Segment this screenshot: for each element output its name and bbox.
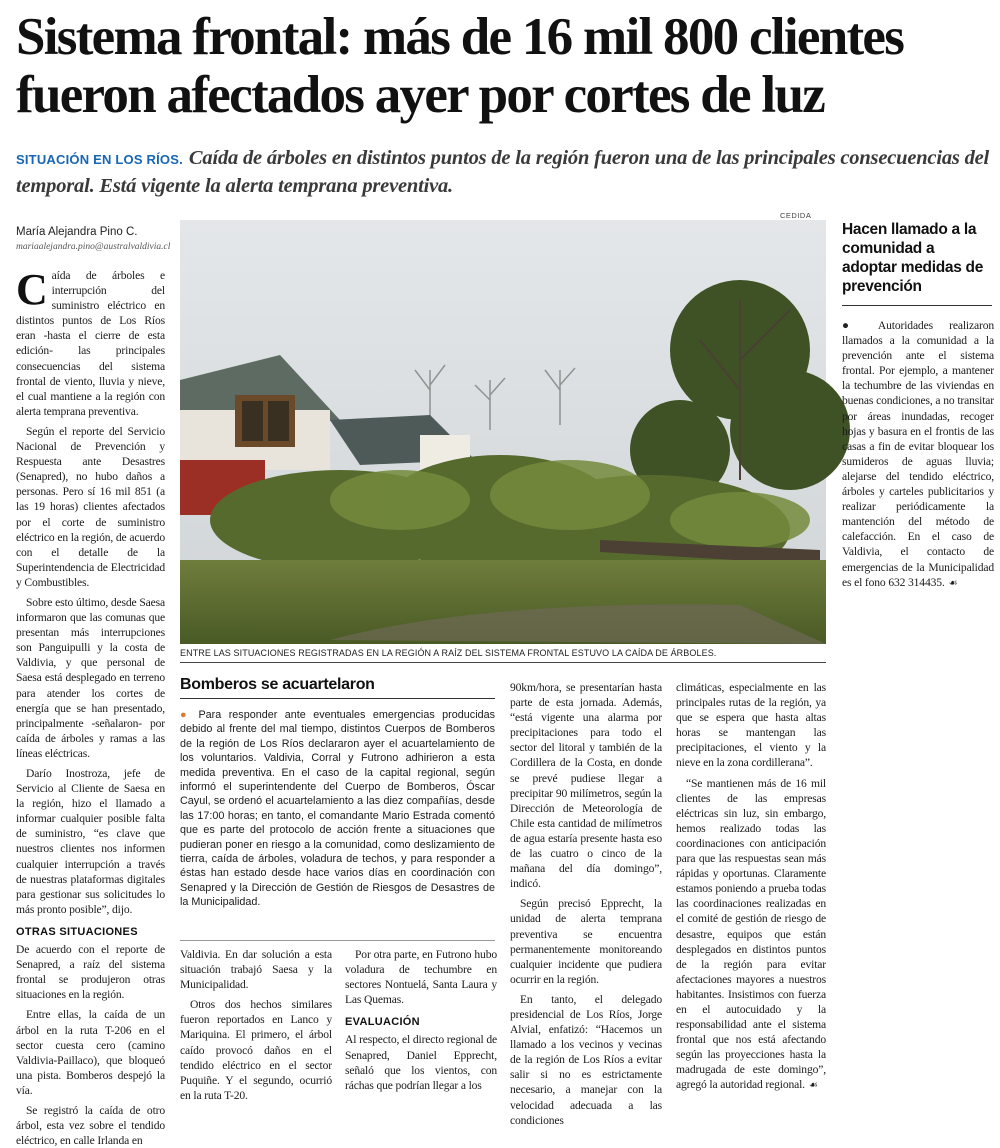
caption-divider <box>180 662 826 663</box>
paragraph: En tanto, el delegado presidencial de Los Ríos, Jorge Alvial, enfatizó: “Hacemos un llamado a los vecinos y vecinas de la región de Los Ríos a evitar salir si no es estrictamente necesario, a manejar con la velocidad adecuada a las condiciones <box>510 992 662 1127</box>
paragraph: Al respecto, el directo regional de Senapred, Daniel Epprecht, señaló que los vientos, con ráchas que podrían llegar a los <box>345 1033 497 1092</box>
article-column-3 <box>345 947 497 1098</box>
article-column-4 <box>510 680 662 1133</box>
paragraph: Se registró la caída de otro árbol, esta vez sobre el tendido eléctrico, en calle Irlanda en <box>16 1103 165 1148</box>
deck-text: Caída de árboles en distintos puntos de la región fueron una de las principales consecuencias del temporal. Está vigente la alerta temprana preventiva. <box>16 147 990 197</box>
photo-credit: CEDIDA <box>780 211 812 220</box>
sidebar-body <box>842 318 994 596</box>
article-column-2 <box>180 947 332 1108</box>
paragraph: climáticas, especialmente en las principales rutas de la región, ya que se espera que hasta altas horas se mantengan las precipitaciones, el viento y la nieve en la zona cordillerana”. <box>676 681 826 770</box>
fallen-trees-illustration <box>180 220 826 644</box>
bullet-icon: ● <box>842 319 863 332</box>
section-title-bomberos: Bomberos se acuartelaron <box>180 676 375 693</box>
byline-email: mariaalejandra.pino@australvaldivia.cl <box>16 242 171 252</box>
article-photo <box>180 220 826 644</box>
paragraph: ● Autoridades realizaron llamados a la comunidad a la prevención ante el sistema frontal. Por ejemplo, a mantener la techumbre de las viviendas en buenas condiciones, a no transitar por áreas inundadas, recoger hojas y basura en el frontis de las casas a fin de evitar bloquear los sumideros de aguas lluvia; alejarse del tendido eléctrico, árboles y carteles publicitarios y realizar periódicamente la mantención del método de calefacción. En el caso de Valdivia, el contacto de emergencias de la Municipalidad es el fono 632 314435. ☙ <box>842 319 995 589</box>
lead-divider <box>180 940 495 941</box>
article-column-1 <box>16 265 165 1148</box>
paragraph: Darío Inostroza, jefe de Servicio al Cliente de Saesa en la región, hizo el llamado a informar cualquier posible falta de suministro, “es clave que nuestros clientes nos informen cualquier interrupción a través de nuestras plataformas digitales para gestionar sus solicitudes lo más pronto posible”, dijo. <box>16 767 165 916</box>
paragraph: 90km/hora, se presentarían hasta parte de esta jornada. Además, “está vigente una alarma por precipitaciones para todo el sector del litoral y también de la Cordillera de la Costa, en donde se prevé pudiese llegar a precipitar 90 milímetros, según la Dirección de Meteorología de Chile esta cantidad de milímetros de agua estaría presente hasta eso de las cuatro o cinco de la mañana del día domingo”, indicó. <box>510 681 662 891</box>
sidebar-divider <box>842 305 992 306</box>
sidebar-title: Hacen llamado a la comunidad a adoptar medidas de prevención <box>842 221 984 295</box>
paragraph: Otros dos hechos similares fueron reportados en Lanco y Mariquina. El primero, el árbol caído provocó daños en el tendido eléctrico en el sector Puquiñe. Y el segundo, ocurrió en la ruta T-20. <box>180 998 332 1102</box>
paragraph: Caída de árboles e interrupción del suministro eléctrico en distintos puntos de Los Ríos eran -hasta el cierre de esta edición- las principales consecuencias del sistema frontal de viento, lluvia y nieve, el cual mantiene a la región con alerta temprana preventiva. <box>16 265 165 418</box>
byline-author: María Alejandra Pino C. <box>16 226 138 238</box>
paragraph: “Se mantienen más de 16 mil clientes de las empresas eléctricas sin luz, sin embargo, hemos realizado todas las coordinaciones con anticipación para que las respuestas sean más rápidas y oportunas. Claramente estamos poniendo a prueba todas las coordinaciones realizadas en el comité de gestión de riesgo de desastre, equipos que están desplegados en distintos puntos de la región para evitar afectaciones mayores a nuestros habitantes. Insistimos con fuerza en el autocuidado y la responsabilidad ante el sistema frontal que nos está afectando según las proyecciones hasta la madrugada de este domingo”, agregó la autoridad regional. ☙ <box>676 776 826 1092</box>
paragraph: Sobre esto último, desde Saesa informaron que las comunas que presentan más interrupciones son Panguipulli y la costa de Valdivia, y que personal de Saesa está desplegado en terreno para atender los cortes de energía que se han presentado, principalmente -señalaron- por caída de árboles y ramas a las líneas eléctricas. <box>16 595 165 760</box>
drop-cap: C <box>16 265 48 314</box>
photo-caption: ENTRE LAS SITUACIONES REGISTRADAS EN LA REGIÓN A RAÍZ DEL SISTEMA FRONTAL ESTUVO LA CAÍDA DE ÁRBOLES. <box>180 648 717 658</box>
headline-line-2: fueron afectados ayer por cortes de luz <box>16 66 825 124</box>
paragraph: De acuerdo con el reporte de Senapred, a raíz del sistema frontal se produjeron otras situaciones en la región. <box>16 943 165 1002</box>
paragraph: Entre ellas, la caída de un árbol en la ruta T-206 en el sector cuesta cero (camino Valdivia-Paillaco), que bloqueó una pista. Bomberos despejó la vía. <box>16 1008 165 1097</box>
subhead-evaluacion: EVALUACIÓN <box>345 1016 420 1029</box>
bomberos-lead: ● Para responder ante eventuales emergencias producidas debido al frente del mal tiempo, distintos Cuerpos de Bomberos de la región de Los Ríos declararon ayer el acuartelamiento de los voluntarios. Valdivia, Corral y Futrono adhirieron a esta medida preventiva. En el caso de la capital regional, según informó el superintendente del Cuerpo de Bomberos, Óscar Cayul, se ordenó el acuartelamiento a las diez compañías, desde las 17:00 horas; en tanto, el comandante Mario Estrada comentó que es parte del protocolo de acción frente a situaciones que pudieran poner en riesgo a la comunidad, como deslizamiento de tierra, caída de árboles, voladura de techos, y para responder a éstas han estado desde hace varios días en coordinación con Senapred y la Dirección de Gestión de Riesgos de Desastres de la Municipalidad. <box>180 709 495 909</box>
paragraph: Por otra parte, en Futrono hubo voladura de techumbre en sectores Nontuelá, Santa Laura y Las Quemas. <box>345 948 497 1007</box>
article-column-5 <box>676 680 826 1099</box>
deck <box>16 145 991 199</box>
bullet-icon: ● <box>180 709 191 721</box>
headline <box>16 8 991 124</box>
paragraph: Según precisó Epprecht, la unidad de alerta temprana preventiva se encuentra permanentemente monitoreando cualquier incidente que pudiera ocurrir en la región. <box>510 897 662 986</box>
headline-line-1: Sistema frontal: más de 16 mil 800 clientes <box>16 8 904 66</box>
end-mark-icon: ☙ <box>808 1080 818 1092</box>
paragraph: Valdivia. En dar solución a esta situación trabajó Saesa y la Municipalidad. <box>180 948 332 992</box>
subhead-otras-situaciones: OTRAS SITUACIONES <box>16 925 138 938</box>
deck-kicker: SITUACIÓN EN LOS RÍOS. <box>16 152 183 167</box>
section-divider <box>180 698 495 699</box>
paragraph: Según el reporte del Servicio Nacional de Prevención y Respuesta ante Desastres (Senapred), no hubo daños a personas. Pero sí 16 mil 851 (a las 19 horas) clientes afectados por el corte de suministro eléctrico en la región, de acuerdo con el detalle de la Superintendencia de Electricidad y Combustibles. <box>16 424 165 589</box>
end-mark-icon: ☙ <box>948 577 958 589</box>
